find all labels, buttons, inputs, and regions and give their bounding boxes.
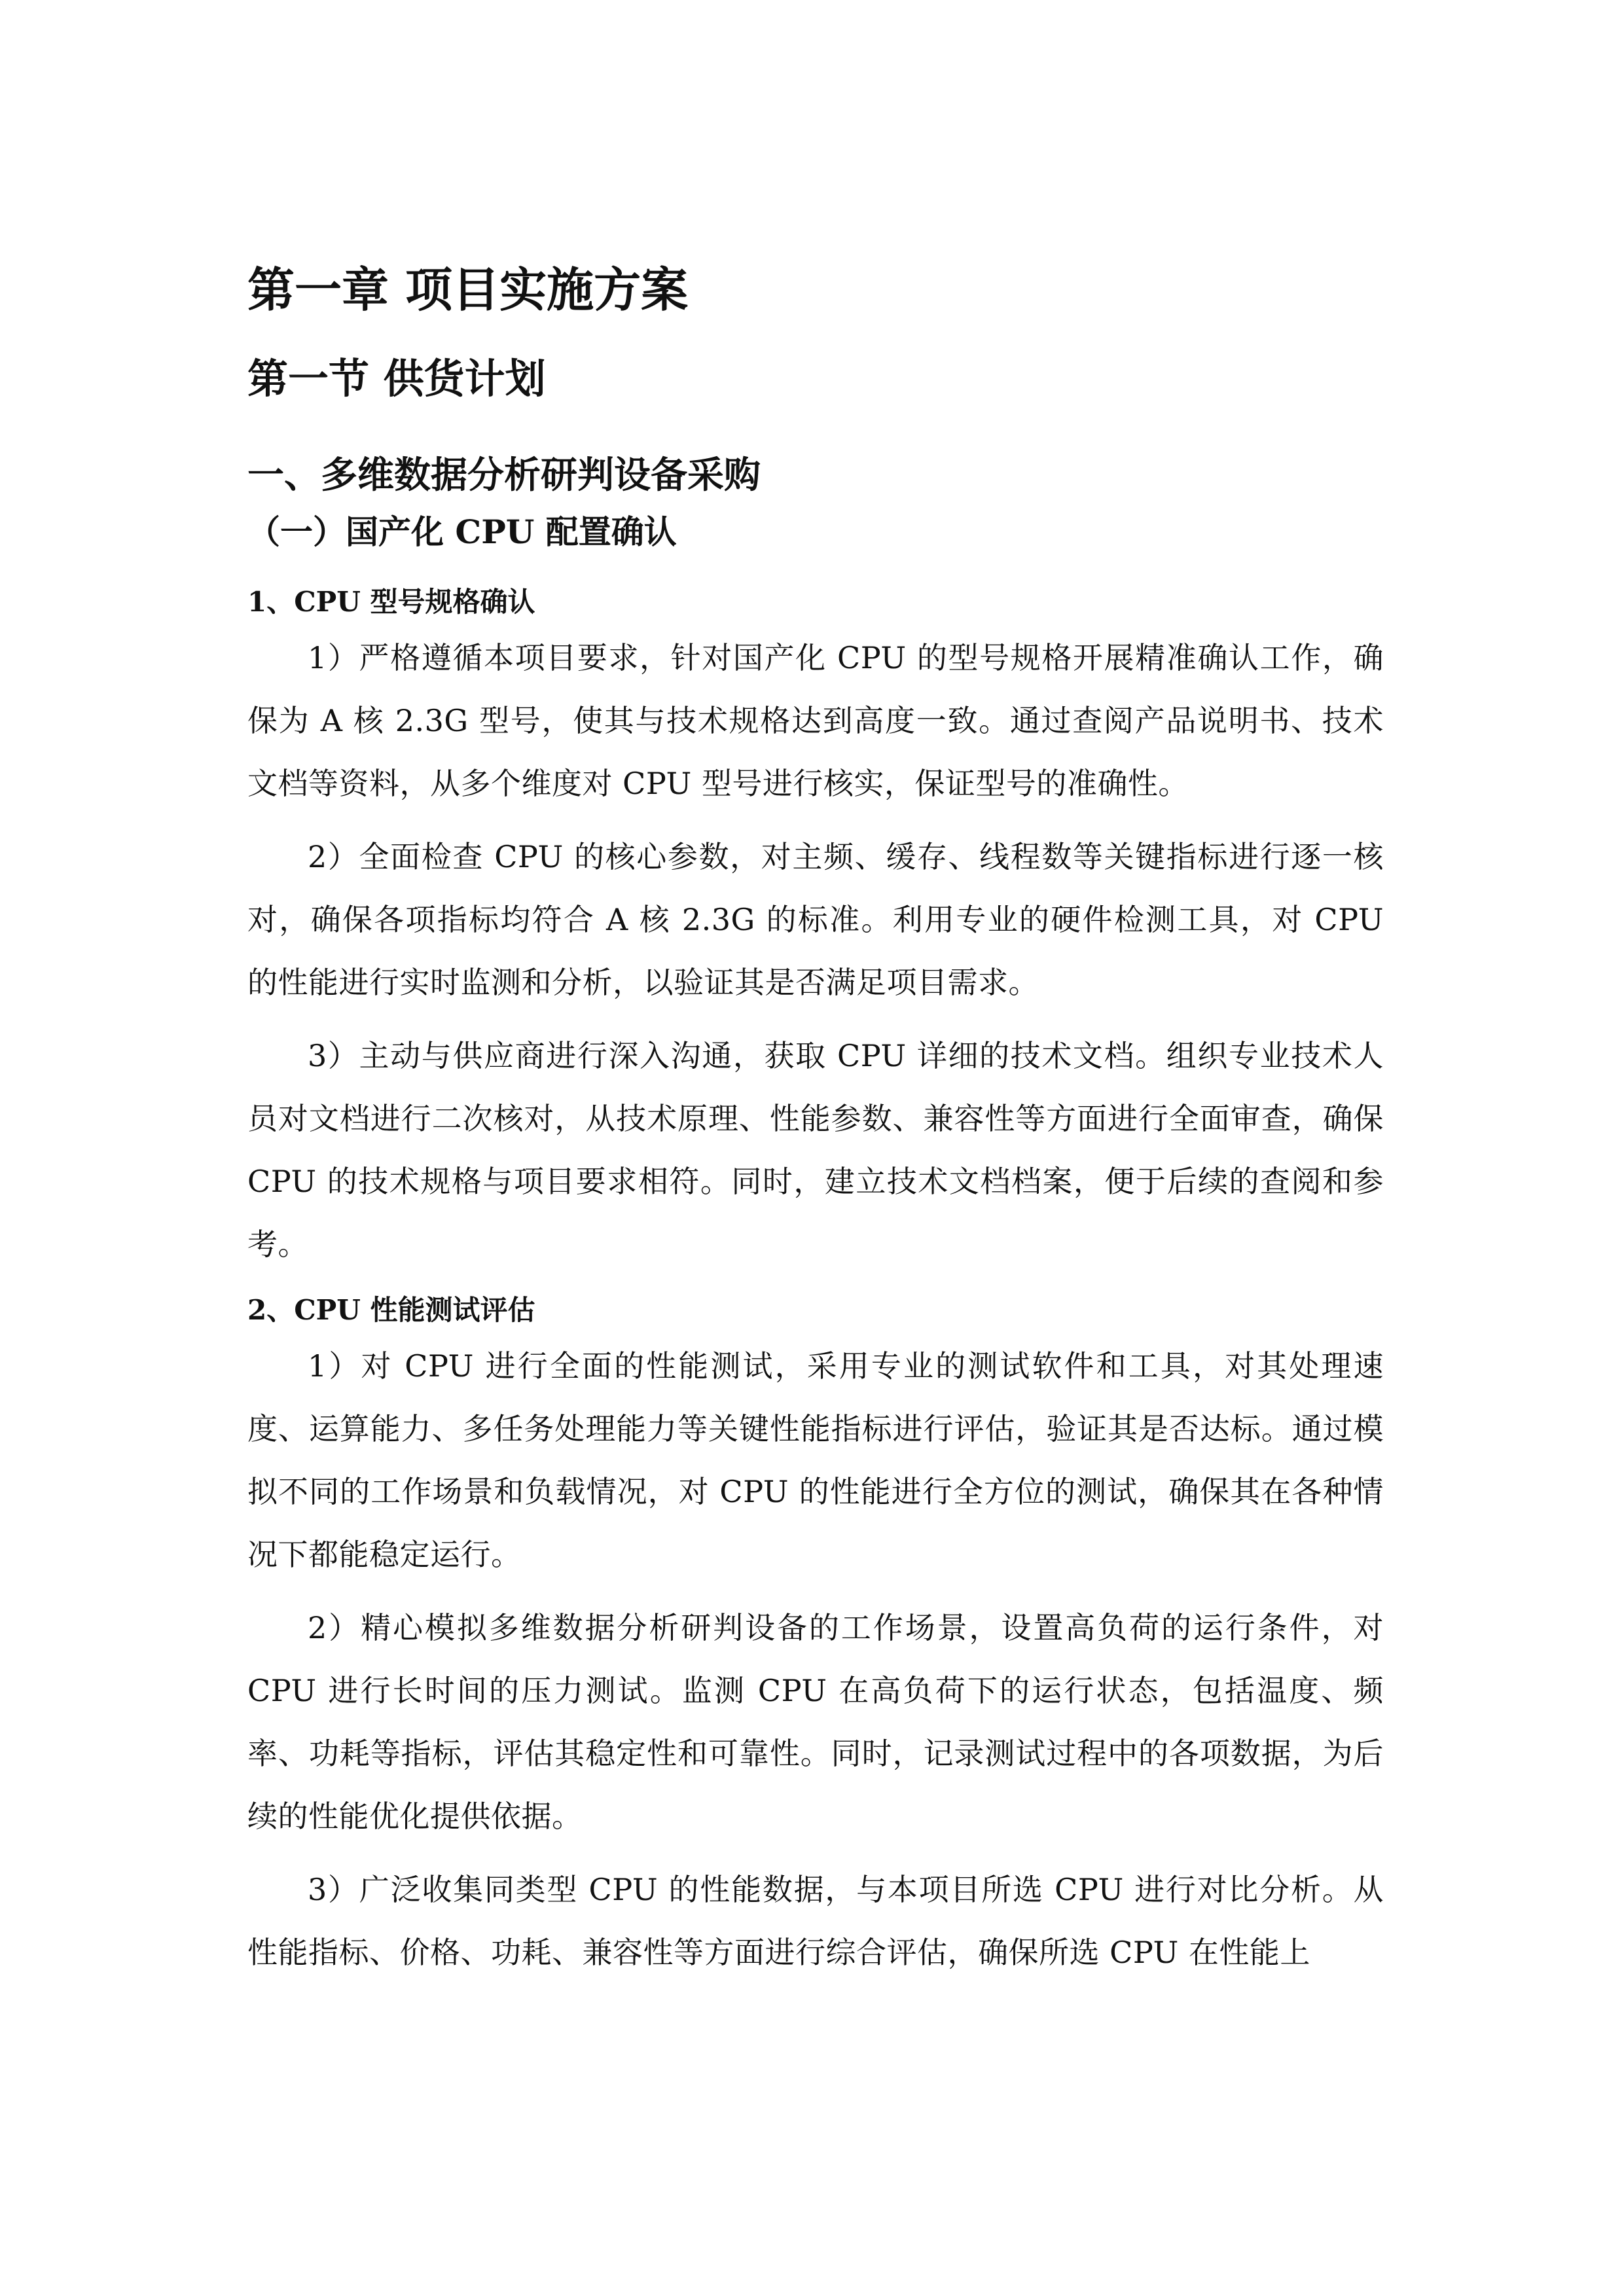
part-heading: 2、CPU 性能测试评估	[247, 1294, 535, 1326]
item-title: （一）国产化 CPU 配置确认	[247, 512, 677, 551]
part-cpu-performance-testing	[247, 1286, 1384, 1984]
paragraph: 2）精心模拟多维数据分析研判设备的工作场景，设置高负荷的运行条件，对 CPU 进行长时间的压力测试。监测 CPU 在高负荷下的运行状态，包括温度、频率、功耗等指标，评估其稳定性和可靠性。同时，记录测试过程中的各项数据，为后续的性能优化提供依据。	[247, 1610, 1384, 1834]
document-page	[247, 262, 1384, 1994]
paragraph: 3）广泛收集同类型 CPU 的性能数据，与本项目所选 CPU 进行对比分析。从性能指标、价格、功耗、兼容性等方面进行综合评估，确保所选 CPU 在性能上	[247, 1872, 1384, 1970]
paragraph: 1）严格遵循本项目要求，针对国产化 CPU 的型号规格开展精准确认工作，确保为 A 核 2.3G 型号，使其与技术规格达到高度一致。通过查阅产品说明书、技术文档等资料，从多个维度对 CPU 型号进行核实，保证型号的准确性。	[247, 640, 1384, 801]
part-cpu-model-confirmation	[247, 578, 1384, 1276]
subsection-title: 一、多维数据分析研判设备采购	[247, 454, 761, 497]
part-heading: 1、CPU 型号规格确认	[247, 586, 535, 618]
paragraph: 1）对 CPU 进行全面的性能测试，采用专业的测试软件和工具，对其处理速度、运算能力、多任务处理能力等关键性能指标进行评估，验证其是否达标。通过模拟不同的工作场景和负载情况，对 CPU 的性能进行全方位的测试，确保其在各种情况下都能稳定运行。	[247, 1348, 1384, 1572]
paragraph: 2）全面检查 CPU 的核心参数，对主频、缓存、线程数等关键指标进行逐一核对，确保各项指标均符合 A 核 2.3G 的标准。利用专业的硬件检测工具，对 CPU 的性能进行实时监测和分析，以验证其是否满足项目需求。	[247, 839, 1384, 1000]
section-title: 第一节 供货计划	[247, 355, 546, 403]
paragraph: 3）主动与供应商进行深入沟通，获取 CPU 详细的技术文档。组织专业技术人员对文档进行二次核对，从技术原理、性能参数、兼容性等方面进行全面审查，确保 CPU 的技术规格与项目要求相符。同时，建立技术文档档案，便于后续的查阅和参考。	[247, 1038, 1384, 1262]
chapter-title: 第一章 项目实施方案	[247, 262, 689, 317]
